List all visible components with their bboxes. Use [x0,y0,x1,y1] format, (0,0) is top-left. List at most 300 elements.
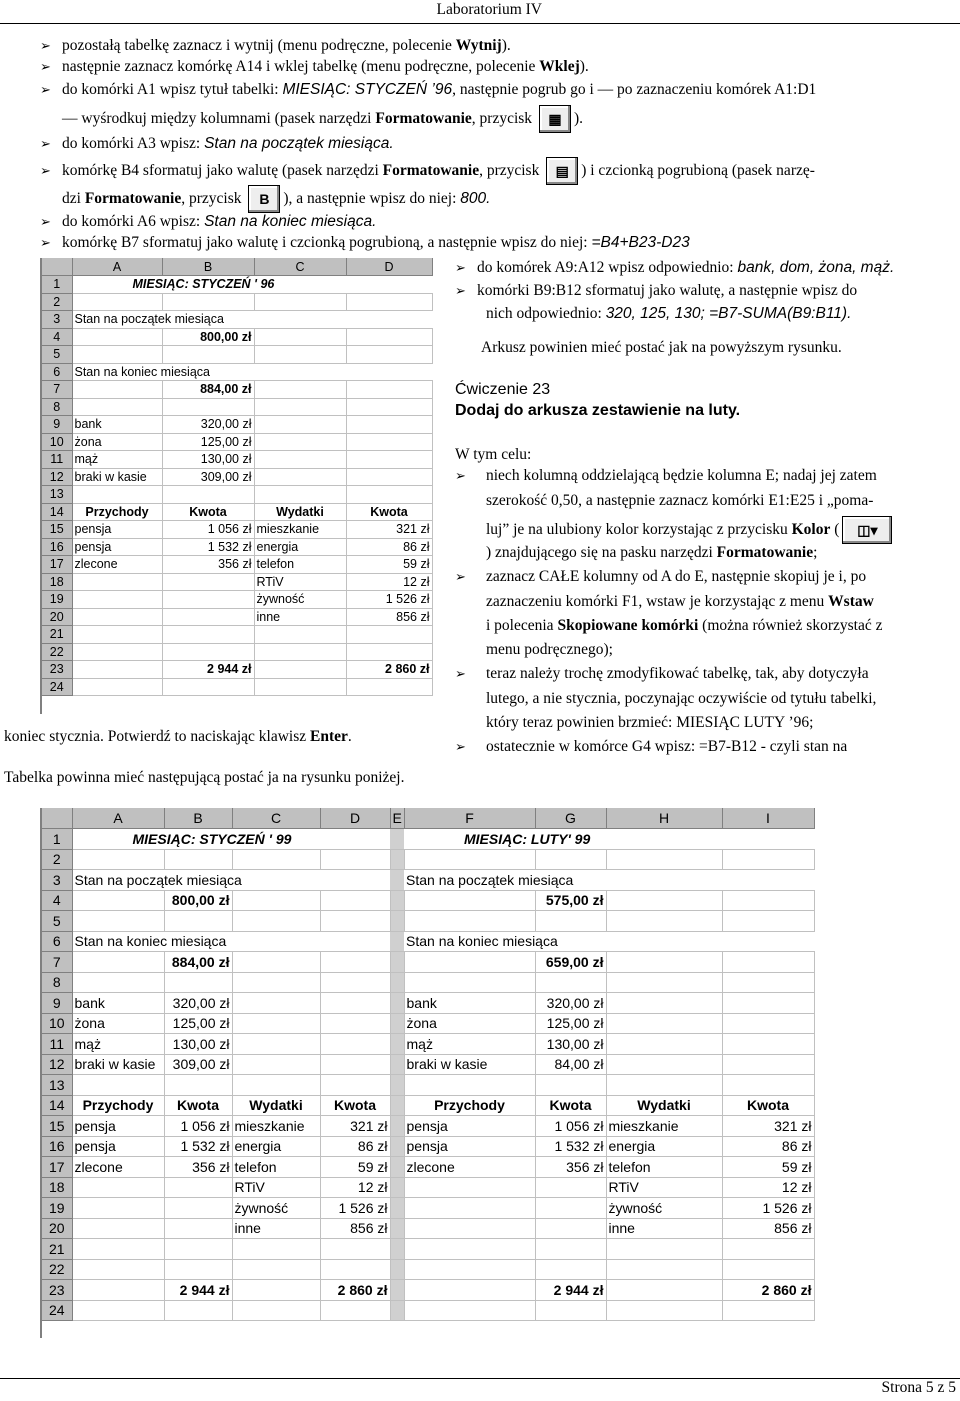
cell[interactable] [722,952,814,973]
cell[interactable] [320,870,390,891]
cell[interactable] [390,890,404,911]
column-header[interactable]: G [535,808,606,829]
cell[interactable]: 2 944 zł [535,1280,606,1301]
row-header[interactable]: 15 [42,521,72,539]
row-header[interactable]: 5 [42,911,72,932]
cell[interactable] [722,1075,814,1096]
cell[interactable] [254,398,346,416]
cell[interactable]: 59 zł [346,556,432,574]
cell[interactable] [254,451,346,469]
cell[interactable]: żona [72,433,162,451]
cell[interactable]: Kwota [346,503,432,521]
cell[interactable] [162,398,254,416]
column-header[interactable]: F [404,808,535,829]
cell[interactable] [535,849,606,870]
cell[interactable]: bank [72,416,162,434]
cell[interactable] [404,1259,535,1280]
cell[interactable]: Kwota [535,1095,606,1116]
cell[interactable]: Kwota [722,1095,814,1116]
cell[interactable] [722,911,814,932]
cell[interactable]: RTiV [254,573,346,591]
cell[interactable] [72,626,162,644]
column-header[interactable]: E [390,808,404,829]
cell[interactable] [320,1259,390,1280]
cell[interactable] [254,661,346,679]
cell[interactable] [390,870,404,891]
cell[interactable] [232,1259,320,1280]
cell[interactable] [346,433,432,451]
row-header[interactable]: 8 [42,398,72,416]
row-header[interactable]: 23 [42,661,72,679]
row-header[interactable]: 2 [42,849,72,870]
row-header[interactable]: 7 [42,952,72,973]
cell[interactable]: mieszkanie [232,1116,320,1137]
cell[interactable] [232,1054,320,1075]
cell[interactable] [232,911,320,932]
row-header[interactable]: 9 [42,993,72,1014]
cell[interactable] [346,643,432,661]
cell[interactable] [606,890,722,911]
cell[interactable] [72,911,164,932]
column-header[interactable]: I [722,808,814,829]
cell[interactable]: żywność [254,591,346,609]
cell[interactable] [606,1075,722,1096]
row-header[interactable]: 20 [42,1218,72,1239]
cell[interactable]: bank [72,993,164,1014]
cell[interactable] [162,346,254,364]
cell[interactable] [722,890,814,911]
cell[interactable] [404,890,535,911]
cell[interactable] [390,1198,404,1219]
cell[interactable]: 800,00 zł [162,328,254,346]
cell[interactable]: 130,00 zł [164,1034,232,1055]
corner-cell[interactable] [42,258,72,276]
cell[interactable]: 2 860 zł [722,1280,814,1301]
cell[interactable] [346,276,432,294]
cell[interactable]: 86 zł [320,1136,390,1157]
cell[interactable]: żona [72,1013,164,1034]
cell[interactable]: 1 526 zł [320,1198,390,1219]
cell[interactable] [72,1075,164,1096]
cell[interactable] [390,911,404,932]
column-header[interactable]: C [232,808,320,829]
column-header[interactable]: D [320,808,390,829]
cell[interactable] [404,972,535,993]
cell[interactable]: 321 zł [722,1116,814,1137]
cell[interactable] [164,1177,232,1198]
cell[interactable] [404,911,535,932]
cell[interactable]: żona [404,1013,535,1034]
cell[interactable] [722,993,814,1014]
cell[interactable] [254,311,346,329]
cell[interactable] [320,829,390,850]
cell[interactable]: 356 zł [535,1157,606,1178]
cell[interactable] [320,931,390,952]
cell[interactable] [232,931,320,952]
cell[interactable]: 125,00 zł [162,433,254,451]
cell[interactable] [606,931,722,952]
cell[interactable]: Stan na koniec miesiąca [404,931,535,952]
cell[interactable] [254,346,346,364]
cell[interactable]: 309,00 zł [164,1054,232,1075]
cell[interactable]: Wydatki [606,1095,722,1116]
cell[interactable] [346,626,432,644]
cell[interactable] [232,1300,320,1321]
cell[interactable]: żywność [606,1198,722,1219]
row-header[interactable]: 17 [42,1157,72,1178]
row-header[interactable]: 20 [42,608,72,626]
row-header[interactable]: 1 [42,829,72,850]
cell[interactable]: RTiV [606,1177,722,1198]
cell[interactable] [606,911,722,932]
cell[interactable]: 2 944 zł [162,661,254,679]
cell[interactable] [164,972,232,993]
cell[interactable] [346,293,432,311]
cell[interactable]: 12 zł [722,1177,814,1198]
cell[interactable]: Przychody [72,503,162,521]
cell[interactable] [72,398,162,416]
row-header[interactable]: 18 [42,573,72,591]
cell[interactable] [606,1034,722,1055]
cell[interactable] [404,1280,535,1301]
cell[interactable] [535,1177,606,1198]
cell[interactable] [346,346,432,364]
row-header[interactable]: 19 [42,591,72,609]
cell[interactable] [232,1075,320,1096]
cell[interactable]: 59 zł [320,1157,390,1178]
cell[interactable] [164,849,232,870]
cell[interactable]: Stan na koniec miesiąca [72,931,164,952]
cell[interactable] [535,1259,606,1280]
cell[interactable] [346,363,432,381]
cell[interactable] [722,972,814,993]
cell[interactable] [162,678,254,696]
cell[interactable] [346,678,432,696]
cell[interactable] [390,1136,404,1157]
cell[interactable]: 856 zł [346,608,432,626]
cell[interactable] [390,1259,404,1280]
cell[interactable]: Kwota [320,1095,390,1116]
cell[interactable] [390,931,404,952]
row-header[interactable]: 23 [42,1280,72,1301]
cell[interactable] [722,1013,814,1034]
cell[interactable] [72,381,162,399]
cell[interactable] [72,573,162,591]
row-header[interactable]: 22 [42,643,72,661]
cell[interactable] [404,1239,535,1260]
cell[interactable]: żywność [232,1198,320,1219]
cell[interactable]: Stan na początek miesiąca [72,870,164,891]
cell[interactable]: 1 526 zł [346,591,432,609]
cell[interactable] [722,849,814,870]
cell[interactable] [722,829,814,850]
cell[interactable]: 800,00 zł [164,890,232,911]
cell[interactable] [72,1239,164,1260]
cell[interactable] [72,1300,164,1321]
cell[interactable] [232,952,320,973]
cell[interactable] [606,1300,722,1321]
cell[interactable]: 1 526 zł [722,1198,814,1219]
cell[interactable] [346,486,432,504]
cell[interactable]: pensja [72,538,162,556]
cell[interactable]: MIESIĄC: STYCZEŃ ' 99 [72,829,164,850]
cell[interactable]: 856 zł [722,1218,814,1239]
cell[interactable]: mąż [72,451,162,469]
cell[interactable] [722,1300,814,1321]
cell[interactable] [390,1116,404,1137]
cell[interactable]: inne [606,1218,722,1239]
cell[interactable] [390,1218,404,1239]
cell[interactable] [346,416,432,434]
cell[interactable] [162,486,254,504]
cell[interactable] [72,346,162,364]
cell[interactable] [535,1075,606,1096]
cell[interactable] [72,643,162,661]
cell[interactable]: 2 944 zł [164,1280,232,1301]
cell[interactable] [606,1013,722,1034]
cell[interactable] [606,1054,722,1075]
cell[interactable] [346,311,432,329]
cell[interactable] [320,1054,390,1075]
cell[interactable]: inne [232,1218,320,1239]
cell[interactable] [254,416,346,434]
cell[interactable] [390,829,404,850]
cell[interactable]: pensja [404,1136,535,1157]
cell[interactable] [254,293,346,311]
cell[interactable] [606,1259,722,1280]
cell[interactable]: 59 zł [722,1157,814,1178]
column-header[interactable]: B [164,808,232,829]
cell[interactable]: telefon [254,556,346,574]
cell[interactable] [72,608,162,626]
cell[interactable] [232,849,320,870]
cell[interactable] [606,829,722,850]
cell[interactable] [162,573,254,591]
cell[interactable] [72,1218,164,1239]
cell[interactable] [254,363,346,381]
cell[interactable]: pensja [404,1116,535,1137]
cell[interactable] [162,643,254,661]
cell[interactable] [606,849,722,870]
cell[interactable] [72,591,162,609]
cell[interactable] [72,890,164,911]
cell[interactable] [254,678,346,696]
cell[interactable]: 2 860 zł [320,1280,390,1301]
cell[interactable]: Stan na początek miesiąca [72,311,162,329]
row-header[interactable]: 13 [42,486,72,504]
cell[interactable] [254,468,346,486]
cell[interactable]: 884,00 zł [164,952,232,973]
cell[interactable]: Przychody [404,1095,535,1116]
cell[interactable] [72,972,164,993]
cell[interactable] [72,486,162,504]
cell[interactable] [164,1300,232,1321]
cell[interactable] [320,1034,390,1055]
cell[interactable] [162,626,254,644]
cell[interactable] [606,870,722,891]
row-header[interactable]: 7 [42,381,72,399]
row-header[interactable]: 12 [42,1054,72,1075]
cell[interactable] [390,1177,404,1198]
cell[interactable] [164,1075,232,1096]
cell[interactable] [320,993,390,1014]
cell[interactable]: 1 056 zł [162,521,254,539]
cell[interactable] [346,468,432,486]
cell[interactable] [72,1198,164,1219]
cell[interactable]: 321 zł [320,1116,390,1137]
row-header[interactable]: 12 [42,468,72,486]
cell[interactable] [72,952,164,973]
column-header[interactable]: C [254,258,346,276]
cell[interactable] [390,952,404,973]
cell[interactable]: zlecone [72,556,162,574]
cell[interactable] [722,931,814,952]
cell[interactable] [72,1280,164,1301]
cell[interactable]: Kwota [162,503,254,521]
cell[interactable]: 320,00 zł [535,993,606,1014]
cell[interactable] [72,678,162,696]
cell[interactable]: telefon [232,1157,320,1178]
cell[interactable] [72,1177,164,1198]
cell[interactable] [404,849,535,870]
cell[interactable]: mąż [72,1034,164,1055]
column-header[interactable]: A [72,258,162,276]
cell[interactable]: telefon [606,1157,722,1178]
cell[interactable] [390,1095,404,1116]
row-header[interactable]: 11 [42,451,72,469]
row-header[interactable]: 19 [42,1198,72,1219]
column-header[interactable]: B [162,258,254,276]
cell[interactable]: Stan na początek miesiąca [404,870,535,891]
cell[interactable]: MIESIĄC: STYCZEŃ ' 96 [72,276,162,294]
cell[interactable] [606,1280,722,1301]
cell[interactable]: 125,00 zł [164,1013,232,1034]
cell[interactable]: 1 056 zł [164,1116,232,1137]
cell[interactable] [232,890,320,911]
cell[interactable]: MIESIĄC: LUTY' 99 [404,829,535,850]
cell[interactable]: 309,00 zł [162,468,254,486]
cell[interactable] [164,1259,232,1280]
row-header[interactable]: 16 [42,538,72,556]
cell[interactable]: mąż [404,1034,535,1055]
row-header[interactable]: 5 [42,346,72,364]
cell[interactable] [535,1218,606,1239]
cell[interactable] [606,993,722,1014]
cell[interactable] [232,972,320,993]
cell[interactable] [722,1239,814,1260]
corner-cell[interactable] [42,808,72,829]
cell[interactable]: pensja [72,1136,164,1157]
row-header[interactable]: 4 [42,328,72,346]
cell[interactable] [404,1300,535,1321]
cell[interactable] [72,849,164,870]
cell[interactable] [254,626,346,644]
cell[interactable] [606,952,722,973]
cell[interactable]: 884,00 zł [162,381,254,399]
cell[interactable] [320,1013,390,1034]
cell[interactable]: 130,00 zł [535,1034,606,1055]
cell[interactable] [320,1075,390,1096]
cell[interactable] [162,608,254,626]
cell[interactable] [722,1034,814,1055]
cell[interactable] [390,1300,404,1321]
row-header[interactable]: 9 [42,416,72,434]
cell[interactable] [254,328,346,346]
row-header[interactable]: 4 [42,890,72,911]
cell[interactable] [722,870,814,891]
cell[interactable]: 356 zł [162,556,254,574]
row-header[interactable]: 24 [42,1300,72,1321]
cell[interactable] [390,1239,404,1260]
cell[interactable]: 12 zł [346,573,432,591]
row-header[interactable]: 6 [42,931,72,952]
row-header[interactable]: 13 [42,1075,72,1096]
cell[interactable] [535,911,606,932]
row-header[interactable]: 3 [42,870,72,891]
cell[interactable]: mieszkanie [606,1116,722,1137]
cell[interactable] [390,993,404,1014]
cell[interactable] [232,993,320,1014]
cell[interactable]: 356 zł [164,1157,232,1178]
row-header[interactable]: 10 [42,433,72,451]
cell[interactable]: Stan na koniec miesiąca [72,363,162,381]
row-header[interactable]: 18 [42,1177,72,1198]
cell[interactable]: Wydatki [254,503,346,521]
cell[interactable] [72,1259,164,1280]
cell[interactable] [232,1013,320,1034]
row-header[interactable]: 21 [42,1239,72,1260]
cell[interactable]: 12 zł [320,1177,390,1198]
cell[interactable]: 1 532 zł [535,1136,606,1157]
row-header[interactable]: 3 [42,311,72,329]
row-header[interactable]: 21 [42,626,72,644]
cell[interactable] [254,381,346,399]
cell[interactable] [232,1034,320,1055]
row-header[interactable]: 15 [42,1116,72,1137]
row-header[interactable]: 16 [42,1136,72,1157]
cell[interactable] [404,1218,535,1239]
cell[interactable] [390,1280,404,1301]
cell[interactable] [320,1300,390,1321]
row-header[interactable]: 10 [42,1013,72,1034]
cell[interactable] [404,952,535,973]
cell[interactable]: 575,00 zł [535,890,606,911]
cell[interactable] [162,293,254,311]
row-header[interactable]: 1 [42,276,72,294]
cell[interactable] [72,328,162,346]
row-header[interactable]: 2 [42,293,72,311]
cell[interactable] [164,911,232,932]
row-header[interactable]: 24 [42,678,72,696]
cell[interactable] [232,1239,320,1260]
cell[interactable] [535,1239,606,1260]
row-header[interactable]: 8 [42,972,72,993]
cell[interactable]: pensja [72,1116,164,1137]
cell[interactable] [320,1239,390,1260]
cell[interactable]: pensja [72,521,162,539]
cell[interactable]: 2 860 zł [346,661,432,679]
cell[interactable] [346,451,432,469]
cell[interactable] [404,1198,535,1219]
row-header[interactable]: 22 [42,1259,72,1280]
cell[interactable]: 86 zł [722,1136,814,1157]
cell[interactable] [72,661,162,679]
cell[interactable] [404,1075,535,1096]
cell[interactable]: Kwota [164,1095,232,1116]
cell[interactable] [346,328,432,346]
row-header[interactable]: 14 [42,1095,72,1116]
cell[interactable]: energia [232,1136,320,1157]
